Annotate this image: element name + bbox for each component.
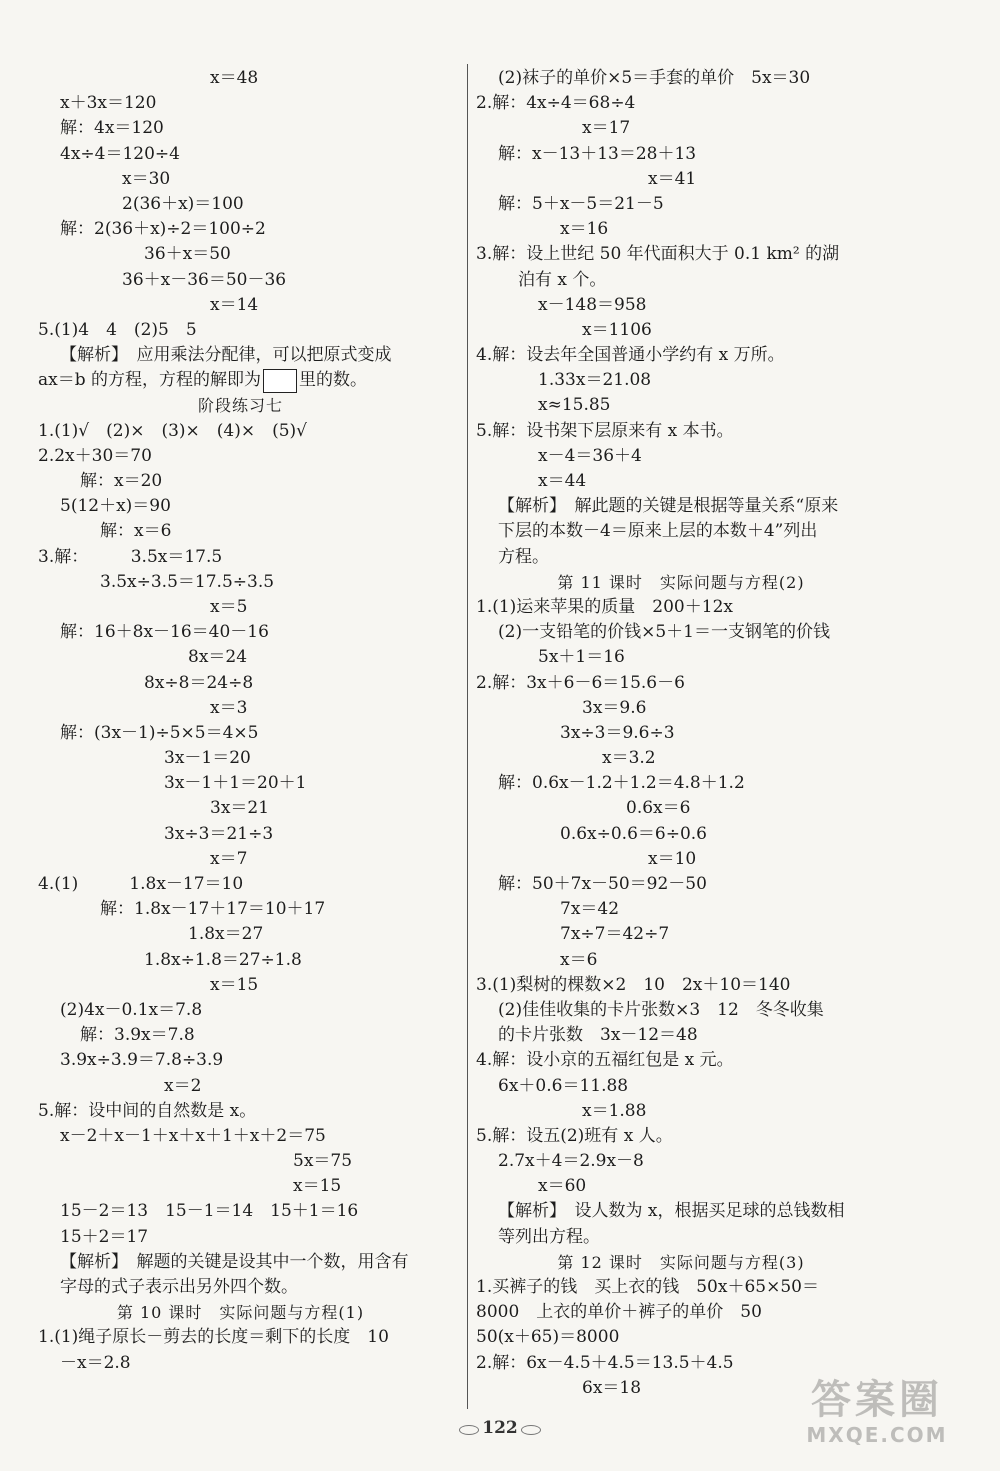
text-line bbox=[38, 192, 463, 217]
text-line bbox=[476, 948, 906, 973]
line-text: 2.2x＋30＝70 bbox=[38, 445, 152, 466]
text-line bbox=[38, 595, 463, 620]
line-text: 6x＋0.6＝11.88 bbox=[498, 1075, 629, 1096]
text-line bbox=[476, 1300, 906, 1325]
line-text: x＝14 bbox=[210, 294, 259, 315]
text-line bbox=[38, 796, 463, 821]
text-line bbox=[476, 721, 906, 746]
text-line bbox=[38, 419, 463, 444]
line-text: 8000 上衣的单价＋裤子的单价 50 bbox=[476, 1302, 762, 1323]
text-line bbox=[38, 116, 463, 141]
line-text: 泊有 x 个。 bbox=[518, 269, 607, 290]
line-text: －x＝2.8 bbox=[60, 1352, 131, 1373]
text-line bbox=[476, 242, 906, 267]
line-text: 解：50＋7x－50＝92－50 bbox=[498, 874, 707, 894]
text-line bbox=[38, 948, 463, 973]
line-text: 3.解： 3.5x＝17.5 bbox=[38, 546, 223, 567]
line-text: (2)佳佳收集的卡片张数×3 12 冬冬收集 bbox=[498, 999, 824, 1020]
line-text-tail: 里的数。 bbox=[299, 370, 368, 391]
line-text: x＝1.88 bbox=[582, 1100, 647, 1121]
text-line bbox=[38, 142, 463, 167]
line-text: 4.解：设去年全国普通小学约有 x 万所。 bbox=[476, 345, 785, 366]
line-text: x＝2 bbox=[164, 1075, 202, 1096]
line-text: 【解析】 应用乘法分配律，可以把原式变成 bbox=[60, 345, 392, 366]
line-text: 解：(3x－1)÷5×5＝4×5 bbox=[60, 722, 259, 743]
text-line bbox=[38, 1048, 463, 1073]
line-text: 解：2(36＋x)÷2＝100÷2 bbox=[60, 219, 266, 240]
line-text: 1.(1)√ (2)× (3)× (4)× (5)√ bbox=[38, 420, 308, 441]
line-text: 4.(1) 1.8x－17＝10 bbox=[38, 874, 244, 894]
text-line bbox=[38, 872, 463, 897]
text-line bbox=[38, 1225, 463, 1250]
line-text: 字母的式子表示出另外四个数。 bbox=[60, 1277, 298, 1297]
text-line bbox=[38, 847, 463, 872]
text-line bbox=[476, 822, 906, 847]
line-text: 3x＝9.6 bbox=[582, 697, 647, 718]
line-text: 2.7x＋4＝2.9x－8 bbox=[498, 1151, 644, 1172]
line-text: 5x＝75 bbox=[293, 1151, 353, 1172]
text-line bbox=[476, 1199, 906, 1224]
section-heading bbox=[38, 1300, 463, 1325]
line-text: x＝1106 bbox=[582, 319, 652, 340]
text-line bbox=[38, 1174, 463, 1199]
line-text: 解：3.9x＝7.8 bbox=[80, 1025, 195, 1046]
text-line bbox=[476, 620, 906, 645]
text-line bbox=[476, 1325, 906, 1350]
line-text: x－148＝958 bbox=[538, 294, 647, 315]
line-text: ax＝b 的方程，方程的解即为 bbox=[38, 370, 262, 391]
line-text: 15＋2＝17 bbox=[60, 1226, 149, 1247]
text-line bbox=[38, 1149, 463, 1174]
text-line bbox=[476, 1351, 906, 1376]
line-text: 0.6x＝6 bbox=[626, 798, 691, 819]
section-heading bbox=[38, 393, 463, 418]
line-text: 解：x＝20 bbox=[80, 471, 163, 491]
line-text: 2.解：4x÷4＝68÷4 bbox=[476, 93, 636, 114]
text-line bbox=[38, 1199, 463, 1224]
line-text: 3x－1＋1＝20＋1 bbox=[164, 773, 307, 794]
text-line bbox=[38, 217, 463, 242]
text-line bbox=[476, 66, 906, 91]
page-number bbox=[455, 1413, 545, 1443]
line-text: 2.解：3x＋6－6＝15.6－6 bbox=[476, 672, 685, 693]
line-text: x＝15 bbox=[210, 974, 259, 995]
text-line bbox=[476, 746, 906, 771]
text-line bbox=[38, 66, 463, 91]
text-line bbox=[476, 796, 906, 821]
line-text: 4.解：设小京的五福红包是 x 元。 bbox=[476, 1050, 734, 1071]
line-text: x＝5 bbox=[210, 596, 248, 617]
text-line bbox=[476, 1023, 906, 1048]
right-column bbox=[476, 66, 906, 1401]
line-text: 36＋x＝50 bbox=[144, 244, 231, 265]
text-line bbox=[38, 519, 463, 544]
line-text: 5x＋1＝16 bbox=[538, 647, 625, 668]
line-text: 解：x－13＋13＝28＋13 bbox=[498, 143, 697, 164]
line-text: 下层的本数－4＝原来上层的本数＋4”列出 bbox=[498, 521, 818, 542]
text-line bbox=[38, 293, 463, 318]
text-line bbox=[476, 343, 906, 368]
line-text: x＝15 bbox=[293, 1176, 342, 1197]
line-text: x＋3x＝120 bbox=[60, 93, 157, 114]
line-text: 2(36＋x)＝100 bbox=[122, 193, 244, 214]
text-line bbox=[476, 293, 906, 318]
text-line bbox=[476, 847, 906, 872]
line-text: 7x＝42 bbox=[560, 899, 620, 920]
text-line bbox=[476, 645, 906, 670]
text-line bbox=[476, 444, 906, 469]
text-line bbox=[476, 897, 906, 922]
text-line bbox=[476, 1149, 906, 1174]
text-line bbox=[38, 1124, 463, 1149]
text-line bbox=[38, 242, 463, 267]
text-line bbox=[38, 822, 463, 847]
text-line bbox=[476, 1099, 906, 1124]
line-text: 5.解：设中间的自然数是 x。 bbox=[38, 1100, 257, 1121]
line-text: x≈15.85 bbox=[538, 395, 611, 416]
text-line bbox=[38, 494, 463, 519]
line-text: 8x÷8＝24÷8 bbox=[144, 672, 254, 693]
line-text: 3.解：设上世纪 50 年代面积大于 0.1 km² 的湖 bbox=[476, 244, 840, 265]
text-line bbox=[476, 1275, 906, 1300]
line-text: x＝44 bbox=[538, 471, 587, 491]
ornament-icon bbox=[459, 1425, 479, 1435]
text-line bbox=[476, 973, 906, 998]
text-line bbox=[476, 771, 906, 796]
text-line bbox=[38, 343, 463, 368]
text-line bbox=[476, 217, 906, 242]
text-line bbox=[476, 1124, 906, 1149]
line-text: 50(x＋65)＝8000 bbox=[476, 1327, 620, 1348]
line-text: x＝3 bbox=[210, 697, 248, 718]
text-line bbox=[38, 268, 463, 293]
text-line bbox=[476, 545, 906, 570]
line-text: 2.解：6x－4.5＋4.5＝13.5＋4.5 bbox=[476, 1352, 734, 1373]
line-text: 第 10 课时 实际问题与方程(1) bbox=[116, 1303, 365, 1323]
line-text: 3.9x÷3.9＝7.8÷3.9 bbox=[60, 1050, 224, 1071]
text-line bbox=[38, 444, 463, 469]
line-text: 解：1.8x－17＋17＝10＋17 bbox=[100, 899, 326, 920]
line-text: 第 11 课时 实际问题与方程(2) bbox=[557, 572, 805, 592]
line-text: x＝41 bbox=[648, 168, 697, 189]
line-text: x＝3.2 bbox=[602, 748, 656, 769]
text-line bbox=[38, 469, 463, 494]
line-text: 3.(1)梨树的棵数×2 10 2x＋10＝140 bbox=[476, 974, 791, 995]
text-line bbox=[38, 1023, 463, 1048]
text-line bbox=[476, 595, 906, 620]
text-line bbox=[38, 746, 463, 771]
section-heading bbox=[476, 1250, 906, 1275]
line-text: x＝48 bbox=[210, 68, 259, 88]
line-text: 3x－1＝20 bbox=[164, 748, 251, 769]
line-text: 3x÷3＝9.6÷3 bbox=[560, 722, 675, 743]
line-text: 8x＝24 bbox=[188, 647, 248, 668]
text-line bbox=[476, 167, 906, 192]
text-line bbox=[476, 671, 906, 696]
text-line bbox=[476, 696, 906, 721]
line-text: 5(12＋x)＝90 bbox=[60, 496, 171, 517]
line-text: 3x＝21 bbox=[210, 798, 270, 819]
line-text: 的卡片张数 3x－12＝48 bbox=[498, 1025, 698, 1046]
line-text: 1.(1)绳子原长－剪去的长度＝剩下的长度 10 bbox=[38, 1327, 389, 1348]
line-text: 解：0.6x－1.2＋1.2＝4.8＋1.2 bbox=[498, 773, 745, 794]
text-line bbox=[476, 192, 906, 217]
line-text: x＝30 bbox=[122, 168, 171, 189]
text-line bbox=[38, 318, 463, 343]
line-text: x＝7 bbox=[210, 848, 248, 869]
text-line bbox=[38, 1250, 463, 1275]
line-text: 1.8x÷1.8＝27÷1.8 bbox=[144, 949, 302, 970]
line-text: 1.33x＝21.08 bbox=[538, 370, 652, 391]
text-line bbox=[476, 268, 906, 293]
text-line bbox=[476, 494, 906, 519]
section-heading bbox=[476, 570, 906, 595]
text-line bbox=[476, 91, 906, 116]
text-line bbox=[38, 897, 463, 922]
text-line bbox=[38, 1099, 463, 1124]
text-line bbox=[38, 91, 463, 116]
text-line bbox=[38, 1351, 463, 1376]
text-line bbox=[38, 545, 463, 570]
line-text: (2)一支铅笔的价钱×5＋1＝一支钢笔的价钱 bbox=[498, 622, 830, 643]
line-text: 【解析】 设人数为 x，根据买足球的总钱数相 bbox=[498, 1201, 845, 1222]
text-line bbox=[476, 998, 906, 1023]
text-line bbox=[476, 393, 906, 418]
line-text: 1.(1)运来苹果的质量 200＋12x bbox=[476, 596, 733, 617]
line-text: 【解析】 解题的关键是设其中一个数，用含有 bbox=[60, 1251, 409, 1272]
text-line bbox=[38, 167, 463, 192]
ornament-icon bbox=[521, 1425, 541, 1435]
line-text: x＝60 bbox=[538, 1176, 587, 1197]
text-line bbox=[38, 645, 463, 670]
text-line bbox=[476, 1048, 906, 1073]
watermark-title: 答案圈 bbox=[811, 1377, 943, 1423]
text-line bbox=[476, 368, 906, 393]
text-line bbox=[476, 922, 906, 947]
line-text: 【解析】 解此题的关键是根据等量关系“原来 bbox=[498, 496, 839, 517]
line-text: x－2＋x－1＋x＋x＋1＋x＋2＝75 bbox=[60, 1125, 326, 1146]
text-line bbox=[38, 620, 463, 645]
line-text: 解：16＋8x－16＝40－16 bbox=[60, 622, 269, 643]
line-text: x－4＝36＋4 bbox=[538, 445, 642, 466]
text-line bbox=[38, 721, 463, 746]
text-line bbox=[476, 1225, 906, 1250]
text-line bbox=[38, 368, 463, 393]
line-text: x＝17 bbox=[582, 118, 631, 139]
line-text: 5.解：设五(2)班有 x 人。 bbox=[476, 1125, 673, 1146]
text-line bbox=[476, 1174, 906, 1199]
left-column bbox=[38, 66, 463, 1376]
text-line bbox=[38, 922, 463, 947]
text-line bbox=[476, 1074, 906, 1099]
line-text: (2)袜子的单价×5＝手套的单价 5x＝30 bbox=[498, 68, 811, 88]
line-text: x＝16 bbox=[560, 219, 609, 240]
text-line bbox=[476, 469, 906, 494]
text-line bbox=[476, 519, 906, 544]
text-line bbox=[38, 570, 463, 595]
text-line bbox=[476, 142, 906, 167]
line-text: 3.5x÷3.5＝17.5÷3.5 bbox=[100, 571, 275, 592]
line-text: 0.6x÷0.6＝6÷0.6 bbox=[560, 823, 707, 844]
line-text: 1.买裤子的钱 买上衣的钱 50x＋65×50＝ bbox=[476, 1277, 819, 1297]
line-text: 等列出方程。 bbox=[498, 1226, 600, 1247]
page-number-text: 122 bbox=[482, 1418, 518, 1438]
watermark-url: MXQE.COM bbox=[806, 1423, 948, 1447]
text-line bbox=[476, 116, 906, 141]
text-line bbox=[38, 1275, 463, 1300]
line-text: 第 12 课时 实际问题与方程(3) bbox=[557, 1252, 805, 1272]
line-text: 解：4x＝120 bbox=[60, 118, 164, 139]
text-line bbox=[38, 771, 463, 796]
text-line bbox=[38, 998, 463, 1023]
text-line bbox=[476, 872, 906, 897]
line-text: 5.(1)4 4 (2)5 5 bbox=[38, 319, 197, 340]
text-line bbox=[38, 973, 463, 998]
text-line bbox=[38, 696, 463, 721]
watermark-logo bbox=[772, 1377, 982, 1457]
line-text: 阶段练习七 bbox=[197, 396, 283, 416]
line-text: (2)4x－0.1x＝7.8 bbox=[60, 999, 203, 1020]
text-line bbox=[476, 318, 906, 343]
line-text: 解：x＝6 bbox=[100, 521, 172, 542]
line-text: 36＋x－36＝50－36 bbox=[122, 269, 287, 290]
text-line bbox=[38, 1325, 463, 1350]
line-text: 15－2＝13 15－1＝14 15＋1＝16 bbox=[60, 1201, 359, 1222]
line-text: x＝10 bbox=[648, 848, 697, 869]
text-line bbox=[38, 1074, 463, 1099]
line-text: 1.8x＝27 bbox=[188, 924, 264, 945]
line-text: 6x＝18 bbox=[582, 1377, 642, 1398]
column-divider bbox=[467, 64, 468, 1409]
text-line bbox=[38, 671, 463, 696]
line-text: x＝6 bbox=[560, 949, 598, 970]
line-text: 解：5＋x－5＝21－5 bbox=[498, 193, 664, 214]
answer-box bbox=[263, 369, 297, 393]
line-text: 4x÷4＝120÷4 bbox=[60, 143, 180, 164]
line-text: 7x÷7＝42÷7 bbox=[560, 924, 670, 945]
line-text: 3x÷3＝21÷3 bbox=[164, 823, 274, 844]
text-line bbox=[476, 419, 906, 444]
line-text: 方程。 bbox=[498, 546, 549, 567]
line-text: 5.解：设书架下层原来有 x 本书。 bbox=[476, 420, 734, 441]
